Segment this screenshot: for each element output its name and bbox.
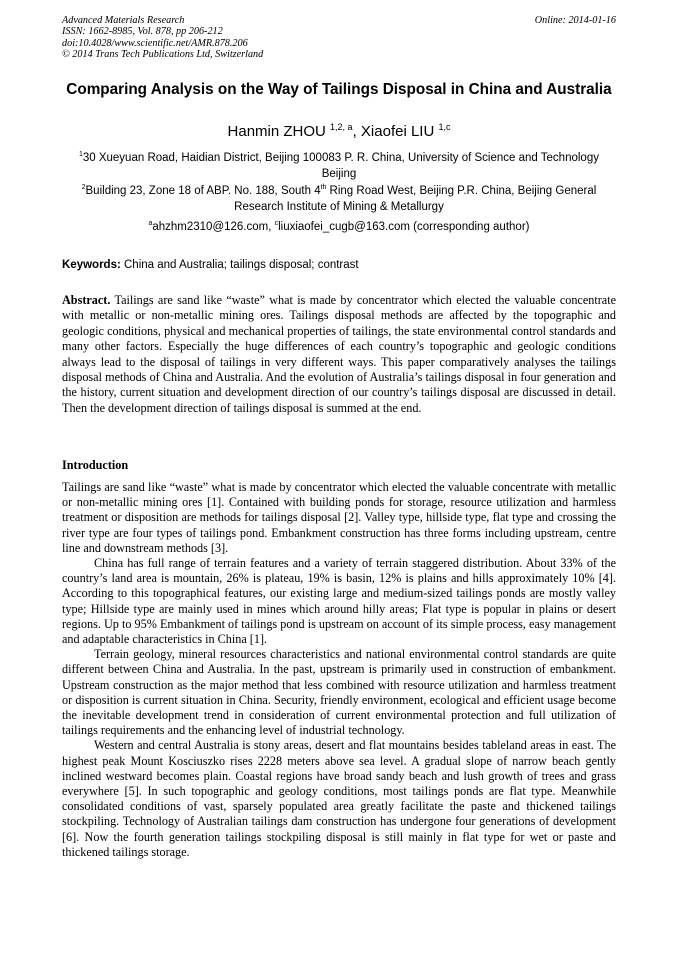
- affiliation-1: [62, 151, 616, 182]
- abstract-text: Tailings are sand like “waste” what is made by concentrator which elected the valuable concentrate with metallic or non-metallic mining ores. Tailings disposal methods are affected by the topographic and geologic conditions, physical and mechanical properties of tailings, the state environmental control standards and many other factors. Especially the huge differences of each country’s topographic and geologic conditions always lead to the disposal of tailings in very different ways. This paper comparatively analyses the tailings disposal methods of China and Australia. And the evolution of Australia’s tailings disposal in four generation and the history, current situation and development direction of our country’s tailings disposal are discussed in detail. Then the development direction of tailings disposal is summed at the end.: [62, 293, 616, 415]
- affiliation-2-text-b: Ring Road West, Beijing P.R. China, Beijing General Research Institute of Mining & Metallurgy: [234, 185, 597, 213]
- journal-name: Advanced Materials Research: [62, 15, 185, 26]
- journal-doi: doi:10.4028/www.scientific.net/AMR.878.206: [62, 37, 248, 49]
- paragraph: Western and central Australia is stony areas, desert and flat mountains besides tableland areas in east. The highest peak Mount Kosciuszko rises 2228 meters above sea level. A gradual slope of narrow beach gently inclined westward becomes plain. Coastal regions have broad sandy beach and lush growth of trees and grass everywhere [5]. In such topographic and geology conditions, most tailings ponds are flat type. Meanwhile consolidated conditions of vast, sparsely populated area greatly facilitate the paste and thickened tailings stockpiling. Technology of Australian tailings dam construction has undergone four generations of development [6]. Now the fourth generation tailings stockpiling disposal is still mainly in flat type for wet or paste and thickened tailings storage.: [62, 738, 616, 859]
- author-1-name: Hanmin ZHOU: [227, 123, 326, 140]
- paper-title: Comparing Analysis on the Way of Tailings Disposal in China and Australia: [66, 81, 612, 98]
- keywords-label: Keywords:: [62, 259, 121, 271]
- affiliation-2-text-a: Building 23, Zone 18 of ABP. No. 188, South 4: [85, 185, 321, 197]
- journal-issn: ISSN: 1662-8985, Vol. 878, pp 206-212: [62, 26, 223, 38]
- author-line: [62, 122, 616, 141]
- affiliation-1-text: 30 Xueyuan Road, Haidian District, Beijing 100083 P. R. China, University of Science and Technology Beijing: [82, 152, 599, 180]
- keywords-text: China and Australia; tailings disposal; contrast: [120, 259, 359, 271]
- author-2-name: Xiaofei LIU: [360, 123, 435, 140]
- email-line: [62, 220, 616, 235]
- email-a: ahzhm2310@126.com,: [152, 221, 275, 233]
- introduction-body: [62, 480, 616, 860]
- online-date: Online: 2014-01-16: [534, 15, 616, 26]
- paragraph: China has full range of terrain features and a variety of terrain staggered distribution. About 33% of the country’s land area is mountain, 26% is plateau, 19% is basin, 12% is plains and hills approximately 10% [4]. According to this topographical features, our existing large and medium-sized tailings ponds are mostly valley type; Hillside type are mainly used in mines which around hilly areas; Flat type is popular in plains or desert regions. Up to 95% Embankment of tailings pond is upstream on account of its simple process, easy management and adaptable characteristics in China [1].: [62, 556, 616, 647]
- author-2-superscript: 1,c: [438, 122, 451, 132]
- section-heading-introduction: Introduction: [62, 458, 129, 472]
- affiliation-2: [62, 184, 616, 215]
- affiliation-2-th: th: [320, 184, 327, 192]
- affiliation-1-superscript: 1: [79, 151, 83, 159]
- affiliation-2-superscript: 2: [81, 184, 86, 192]
- email-a-superscript: a: [148, 220, 153, 228]
- author-1-superscript: 1,2, a: [330, 122, 353, 132]
- paragraph: Terrain geology, mineral resources characteristics and national environmental control standards are quite different between China and Australia. In the past, upstream is primarily used in construction of embankment. Upstream construction as the major method that less combined with resource utilization and harmless treatment or disposition is current situation in China. Security, friendly environment, ecological and efficient usage become the inevitable development trend in consideration of current environmental protection and full utilization of tailings requirements and the enhancing level of industrial technology.: [62, 647, 616, 738]
- email-c: liuxiaofei_cugb@163.com (corresponding author): [278, 221, 530, 233]
- author-separator: ,: [352, 123, 361, 140]
- journal-header: [62, 15, 263, 60]
- abstract-label: Abstract.: [62, 293, 111, 307]
- keywords: [62, 258, 616, 273]
- paragraph: Tailings are sand like “waste” what is made by concentrator which elected the valuable concentrate with metallic or non-metallic mining ores [1]. Contained with building ponds for storage, resource utilization and harmless treatment or disposition are methods for tailings disposal [2]. Valley type, hillside type, flat type and crossing the river type are four types of tailings pond. Embankment construction has three forms including upstream, centre line and downstream methods [3].: [62, 480, 616, 555]
- journal-copyright: © 2014 Trans Tech Publications Ltd, Switzerland: [62, 48, 264, 60]
- email-c-superscript: c: [274, 220, 279, 228]
- abstract: [62, 293, 616, 416]
